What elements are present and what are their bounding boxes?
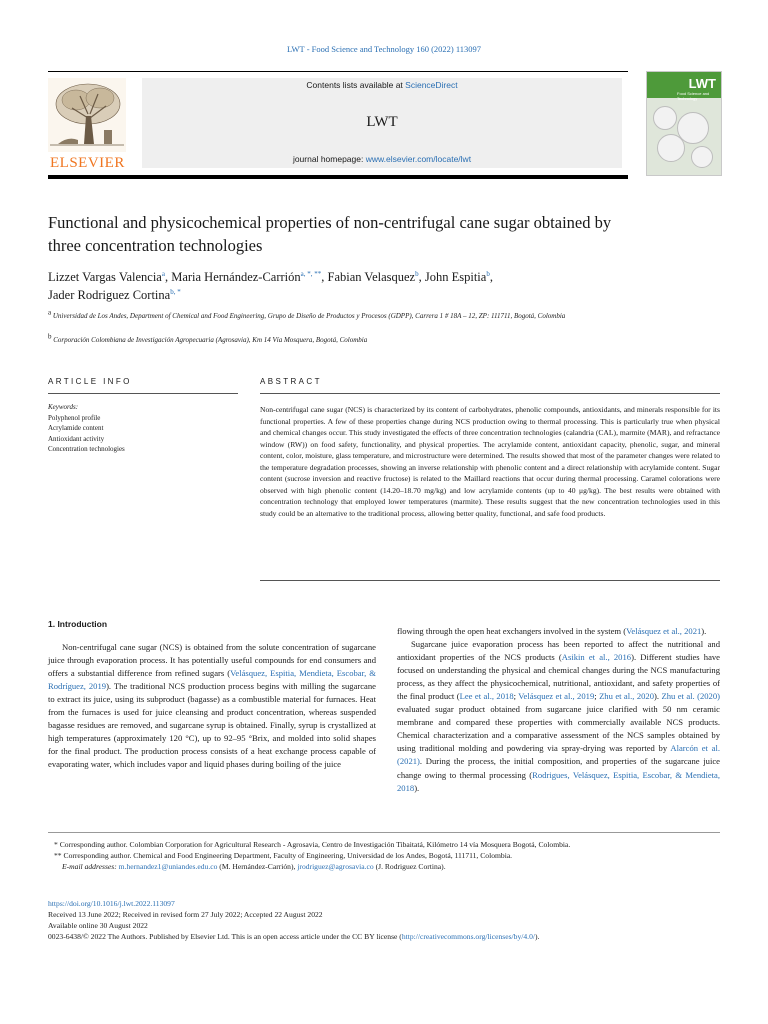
cover-subtitle: Food Science and Technology [677,91,710,101]
author-name[interactable]: Maria Hernández-Carrión [171,270,301,284]
citation-link[interactable]: Asikin et al., 2016 [561,652,632,663]
received-dates: Received 13 June 2022; Received in revised form 27 July 2022; Accepted 22 August 2022 [48,910,323,919]
email-line [48,861,720,872]
abstract-heading: ABSTRACT [260,377,322,386]
author-affiliation-mark[interactable]: a, *, ** [300,269,322,278]
elsevier-tree-logo [48,78,126,170]
keyword: Concentration technologies [48,445,125,453]
sciencedirect-link[interactable]: ScienceDirect [405,80,458,90]
contents-label: Contents lists available at [306,80,406,90]
body-text: Sugarcane juice evaporation process has been reported to affect the nutritional and antioxidant properties of the NCS products ( [397,639,720,663]
license-line [48,931,728,942]
intro-paragraph-1 [48,641,376,771]
citation-link[interactable]: Alarcón et al. (2021) [397,743,721,767]
running-head[interactable]: LWT - Food Science and Technology 160 (2022) 113097 [286,44,482,54]
keywords-label: Keywords: [48,403,79,411]
body-text: ). [654,691,662,702]
keyword: Antioxidant activity [48,434,105,443]
footnote-2 [48,850,720,861]
cover-image-circle [653,106,677,130]
author-affiliation-mark[interactable]: b, * [170,287,181,296]
email-owner: (M. Hernández-Carrión), [217,862,298,871]
body-text: ). [414,782,420,793]
citation-link[interactable]: Zhu et al., 2020 [599,691,655,702]
article-metadata [48,898,728,942]
author-separator: , [164,270,172,284]
footnote-mark: * [54,840,58,849]
citation-link[interactable]: Rodrigues, Velásquez, Espitia, Escobar, & Mendieta, 2018 [397,769,720,793]
author-affiliation-mark[interactable]: b [415,269,419,278]
body-text: ). [701,626,707,636]
affiliation-text: Corporación Colombiana de Investigación Agropecuaria (Agrosavia), Km 14 Vía Mosquera, Bogotá, Colombia [53,336,368,344]
author-list [48,268,688,304]
license-suffix: ). [534,932,540,941]
citation-link[interactable]: Lee et al., 2018 [459,691,514,702]
author-affiliation-mark[interactable]: a [161,269,165,278]
article-info-heading: ARTICLE INFO [48,377,132,386]
affiliation-b [48,332,648,346]
license-link[interactable]: http://creativecommons.org/licenses/by/4.0/ [401,932,535,941]
intro-paragraph-2 [397,638,720,795]
author-name[interactable]: Jader Rodriguez Cortina [48,288,171,302]
email-label: E-mail addresses: [62,862,117,871]
license-text: 0023-6438/© 2022 The Authors. Published by Elsevier Ltd. This is an open access article under the CC BY license ( [48,932,402,941]
journal-masthead [48,71,628,179]
section-heading: 1. Introduction [48,619,108,629]
cover-title: LWT [688,76,716,91]
journal-name: LWT [366,114,398,130]
affiliation-text: Universidad de Los Andes, Department of Chemical and Food Engineering, Grupo de Diseño de Productos y Procesos (GDPP), Carrera 1 # 18A – 12, ZP: 111711, Bogotá, Colombia [52,312,566,320]
article-title: Functional and physicochemical properties of non-centrifugal cane sugar obtained by three concentration technologies [48,213,612,255]
citation-link[interactable]: Zhu et al. (2020) [661,691,720,702]
author-affiliation-mark[interactable]: b [486,269,490,278]
body-text: ). Different studies have focused on understanding the physical and chemical changes during the NCS manufacturing process, as they affect the physicochemical, nutritional, antioxidant, and safety properties of the final product ( [397,652,720,702]
citation-link[interactable]: Velásquez et al., 2019 [518,691,595,702]
cover-image-circle [657,134,685,162]
body-text: . During the process, the initial composition, and properties of the sugarcane juice change owing to thermal processing ( [397,756,720,780]
email-owner: (J. Rodriguez Cortina). [373,862,446,871]
cover-image-circle [691,146,713,168]
author-name[interactable]: Fabian Velasquez [327,270,416,284]
divider [260,580,720,581]
affiliation-mark: a [48,308,52,317]
author-separator: , [418,270,425,284]
author-separator: , [489,270,493,284]
body-column-left [48,619,376,772]
tree-icon [48,78,126,152]
keyword: Acrylamide content [48,424,104,432]
publisher-wordmark: ELSEVIER [50,155,125,171]
abstract-text: Non-centrifugal cane sugar (NCS) is characterized by its content of carbohydrates, phenolic compounds, antioxidants, and minerals responsible for its functional properties. A few of these properties change during NCS production owing to thermal processing. This is particularly true when physical and chemical changes occur. This study investigated the effects of three concentration technologies (calandria (CAL), marmite (MAR), and refractance window (RW)) on food safety, functionality, and physical properties. The acrylamide content, antioxidant capacity, phenolic, sugar, and mineral content, color, moisture, glass temperature, and microstructure were determined. The results showed that most of the parameter changes were related to the temperature degradation processes, showing an inverse relationship with phenolic content and a direct relationship with acrylamide content. Sugar content (sucrose inversion and reactive fructose) is related to the Maillard reactions that occur during thermal processing. Caramel colorations were observed with high phenolic content (14.20–18.70 mg/kg) and low acrylamide contents (up to 40 μg/kg). The best results were obtained with concentration technology that employed lower temperatures (marmite). These results suggest that the new concentration technologies used in this study could be an alternative to the traditional process, allowing better quality, functional, and safe food products. [260,405,720,518]
body-text: ). The traditional NCS production process begins with milling the sugarcane to extract its juice, using its subproduct (bagasse) as a combustible material for furnaces. Heat from the furnaces is used for juice cleansing and product concentration, whereas suspended bagasse residues are removed, and sugarcane syrup is obtained. Finally, syrup is crystallized at high temperatures (approximately 120 °C), up to 92–95 °Brix, and molded into solid shapes for the final product. The production process consists of a heat exchange process capable of evaporating water, which includes vapor and liquid phases during boiling of the juice [48,681,376,770]
body-text: flowing through the open heat exchangers involved in the system ( [397,626,627,636]
author-name[interactable]: John Espitia [424,270,487,284]
intro-paragraph-1-continued [397,625,720,638]
footnote-1 [48,839,720,850]
citation-link[interactable]: Velásquez, Espitia, Mendieta, Escobar, & Rodríguez, 2019 [48,668,376,692]
available-online: Available online 30 August 2022 [48,921,148,930]
journal-cover-thumbnail[interactable] [646,71,722,176]
body-column-right [397,625,720,795]
journal-homepage-link[interactable]: www.elsevier.com/locate/lwt [365,154,472,164]
footnote-text: Corresponding author. Colombian Corporation for Agricultural Research - Agrosavia, Centro de Investigación Tibaitatá, Kilómetro 14 vía Mosquera Bogotá, Colombia. [59,840,571,849]
divider [48,832,720,833]
email-link[interactable]: m.hernandez1@uniandes.edu.co [118,862,218,871]
homepage-line [142,154,622,164]
contents-line [142,80,622,90]
journal-info-box [142,78,622,168]
email-link[interactable]: jrodriguez@agrosavia.co [297,862,374,871]
affiliation-mark: b [48,332,52,341]
affiliation-a [48,308,648,322]
footnote-mark: ** [54,851,62,860]
keywords-block [48,402,238,455]
body-text: ; [594,691,600,702]
divider [48,393,238,394]
homepage-label: journal homepage: [292,154,366,164]
footnotes [48,839,720,872]
author-separator: , [321,270,328,284]
body-text: evaluated sugar product obtained from sugarcane juice clarified with 50 nm ceramic membrane and compared these properties with commercially available NCS products. Chemical characterization and a comparative assessment of the NCS samples obtained by using traditional molding and powdering via spray-drying was reported by [397,704,720,754]
footnote-text: Corresponding author. Chemical and Food Engineering Department, Faculty of Engineering, Universidad de los Andes, Bogotá, 111711, Colombia. [63,851,513,860]
citation-link[interactable]: Velásquez et al., 2021 [626,626,702,636]
author-name[interactable]: Lizzet Vargas Valencia [48,270,162,284]
doi-link[interactable]: https://doi.org/10.1016/j.lwt.2022.113097 [48,899,175,908]
body-text: Non-centrifugal cane sugar (NCS) is obtained from the solute concentration of sugarcane juice through evaporation process. It has potentially useful compounds for end consumers and offers a substantial difference from refined sugars ( [48,642,376,679]
divider [260,393,720,394]
keyword: Polyphenol profile [48,413,101,422]
body-text: ; [513,691,519,702]
